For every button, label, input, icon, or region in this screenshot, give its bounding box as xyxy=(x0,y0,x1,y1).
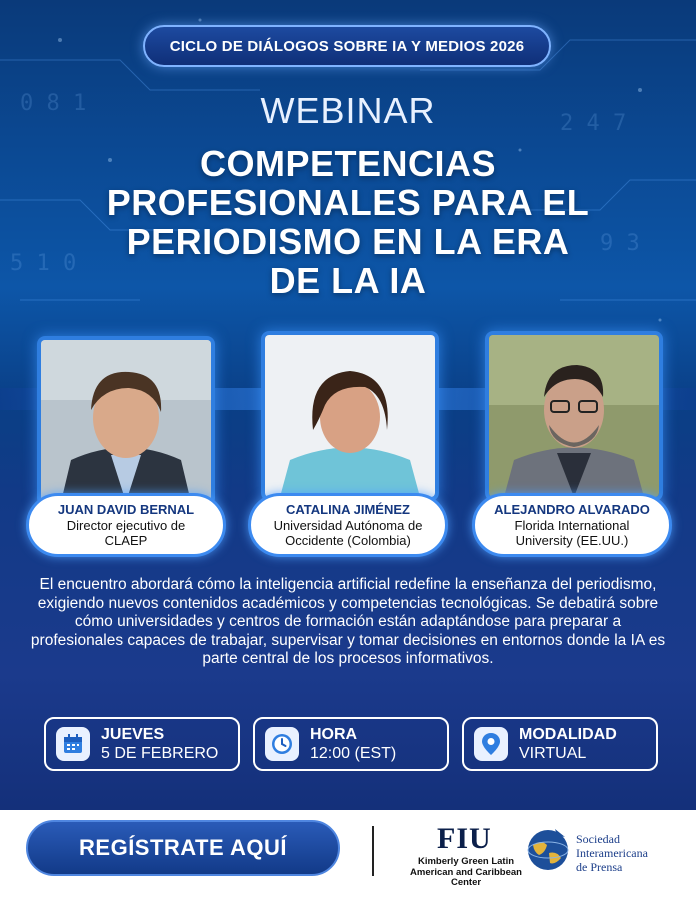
date-value: 5 DE FEBRERO xyxy=(101,744,219,762)
svg-text:0 8 1: 0 8 1 xyxy=(20,91,87,116)
svg-text:5 1 0: 5 1 0 xyxy=(10,251,77,276)
speaker-role: Florida International xyxy=(514,518,630,533)
speaker-photo-catalina-jimenez xyxy=(261,331,439,501)
speaker-name: JUAN DAVID BERNAL xyxy=(57,502,195,517)
footer-divider xyxy=(372,826,374,876)
mode-value: VIRTUAL xyxy=(519,744,587,762)
mode-label: MODALIDAD xyxy=(519,725,617,743)
speaker-role: Occidente (Colombia) xyxy=(285,533,411,548)
speaker-name: CATALINA JIMÉNEZ xyxy=(286,502,410,517)
time-info-box xyxy=(253,717,449,771)
speaker-card-catalina-jimenez xyxy=(248,493,448,557)
mode-info-box xyxy=(462,717,658,771)
speaker-photo-juan-david-bernal xyxy=(37,336,215,506)
sip-line-2: Interamericana xyxy=(576,846,648,860)
fiu-center-name: Kimberly Green Latin American and Caribbean Center xyxy=(410,856,522,888)
speaker-role: University (EE.UU.) xyxy=(515,533,629,548)
date-info-box xyxy=(44,717,240,771)
webinar-title: COMPETENCIAS PROFESIONALES PARA EL PERIODISMO EN LA ERA DE LA IA xyxy=(106,143,590,301)
date-label: JUEVES xyxy=(101,725,165,743)
location-pin-icon xyxy=(474,727,508,761)
sip-globe-logo-icon xyxy=(525,825,571,873)
speaker-photo-alejandro-alvarado xyxy=(485,331,663,501)
fiu-logo: FIU xyxy=(437,822,492,855)
sip-line-1: Sociedad xyxy=(576,832,620,846)
speaker-card-juan-david-bernal xyxy=(26,493,226,557)
clock-icon xyxy=(265,727,299,761)
svg-text:2 4 7: 2 4 7 xyxy=(560,111,627,136)
speaker-role: Director ejecutivo de xyxy=(66,518,186,533)
speaker-name: ALEJANDRO ALVARADO xyxy=(494,502,650,517)
svg-text:9 3: 9 3 xyxy=(600,231,640,256)
sip-line-3: de Prensa xyxy=(576,860,623,874)
time-value: 12:00 (EST) xyxy=(310,744,397,762)
speaker-role: Universidad Autónoma de xyxy=(273,518,423,533)
speaker-card-alejandro-alvarado xyxy=(472,493,672,557)
speaker-role: CLAEP xyxy=(104,533,148,548)
series-banner: CICLO DE DIÁLOGOS SOBRE IA Y MEDIOS 2026 xyxy=(143,25,551,67)
event-type-label: WEBINAR xyxy=(260,90,436,131)
time-label: HORA xyxy=(310,725,358,743)
sip-logo-text xyxy=(576,832,648,874)
event-description: El encuentro abordará cómo la inteligencia artificial redefine la enseñanza del periodismo, exigiendo nuevos contenidos académicos y competencias tecnológicas. Se debatirá sobre cómo universidades y centros de formación están adaptándose para preparar a profesionales capaces de trabajar, supervisar y tomar decisiones en entornos donde la IA es parte central de los procesos informativos. xyxy=(30,576,666,667)
calendar-icon xyxy=(56,727,90,761)
register-button[interactable]: REGÍSTRATE AQUÍ xyxy=(26,820,340,876)
